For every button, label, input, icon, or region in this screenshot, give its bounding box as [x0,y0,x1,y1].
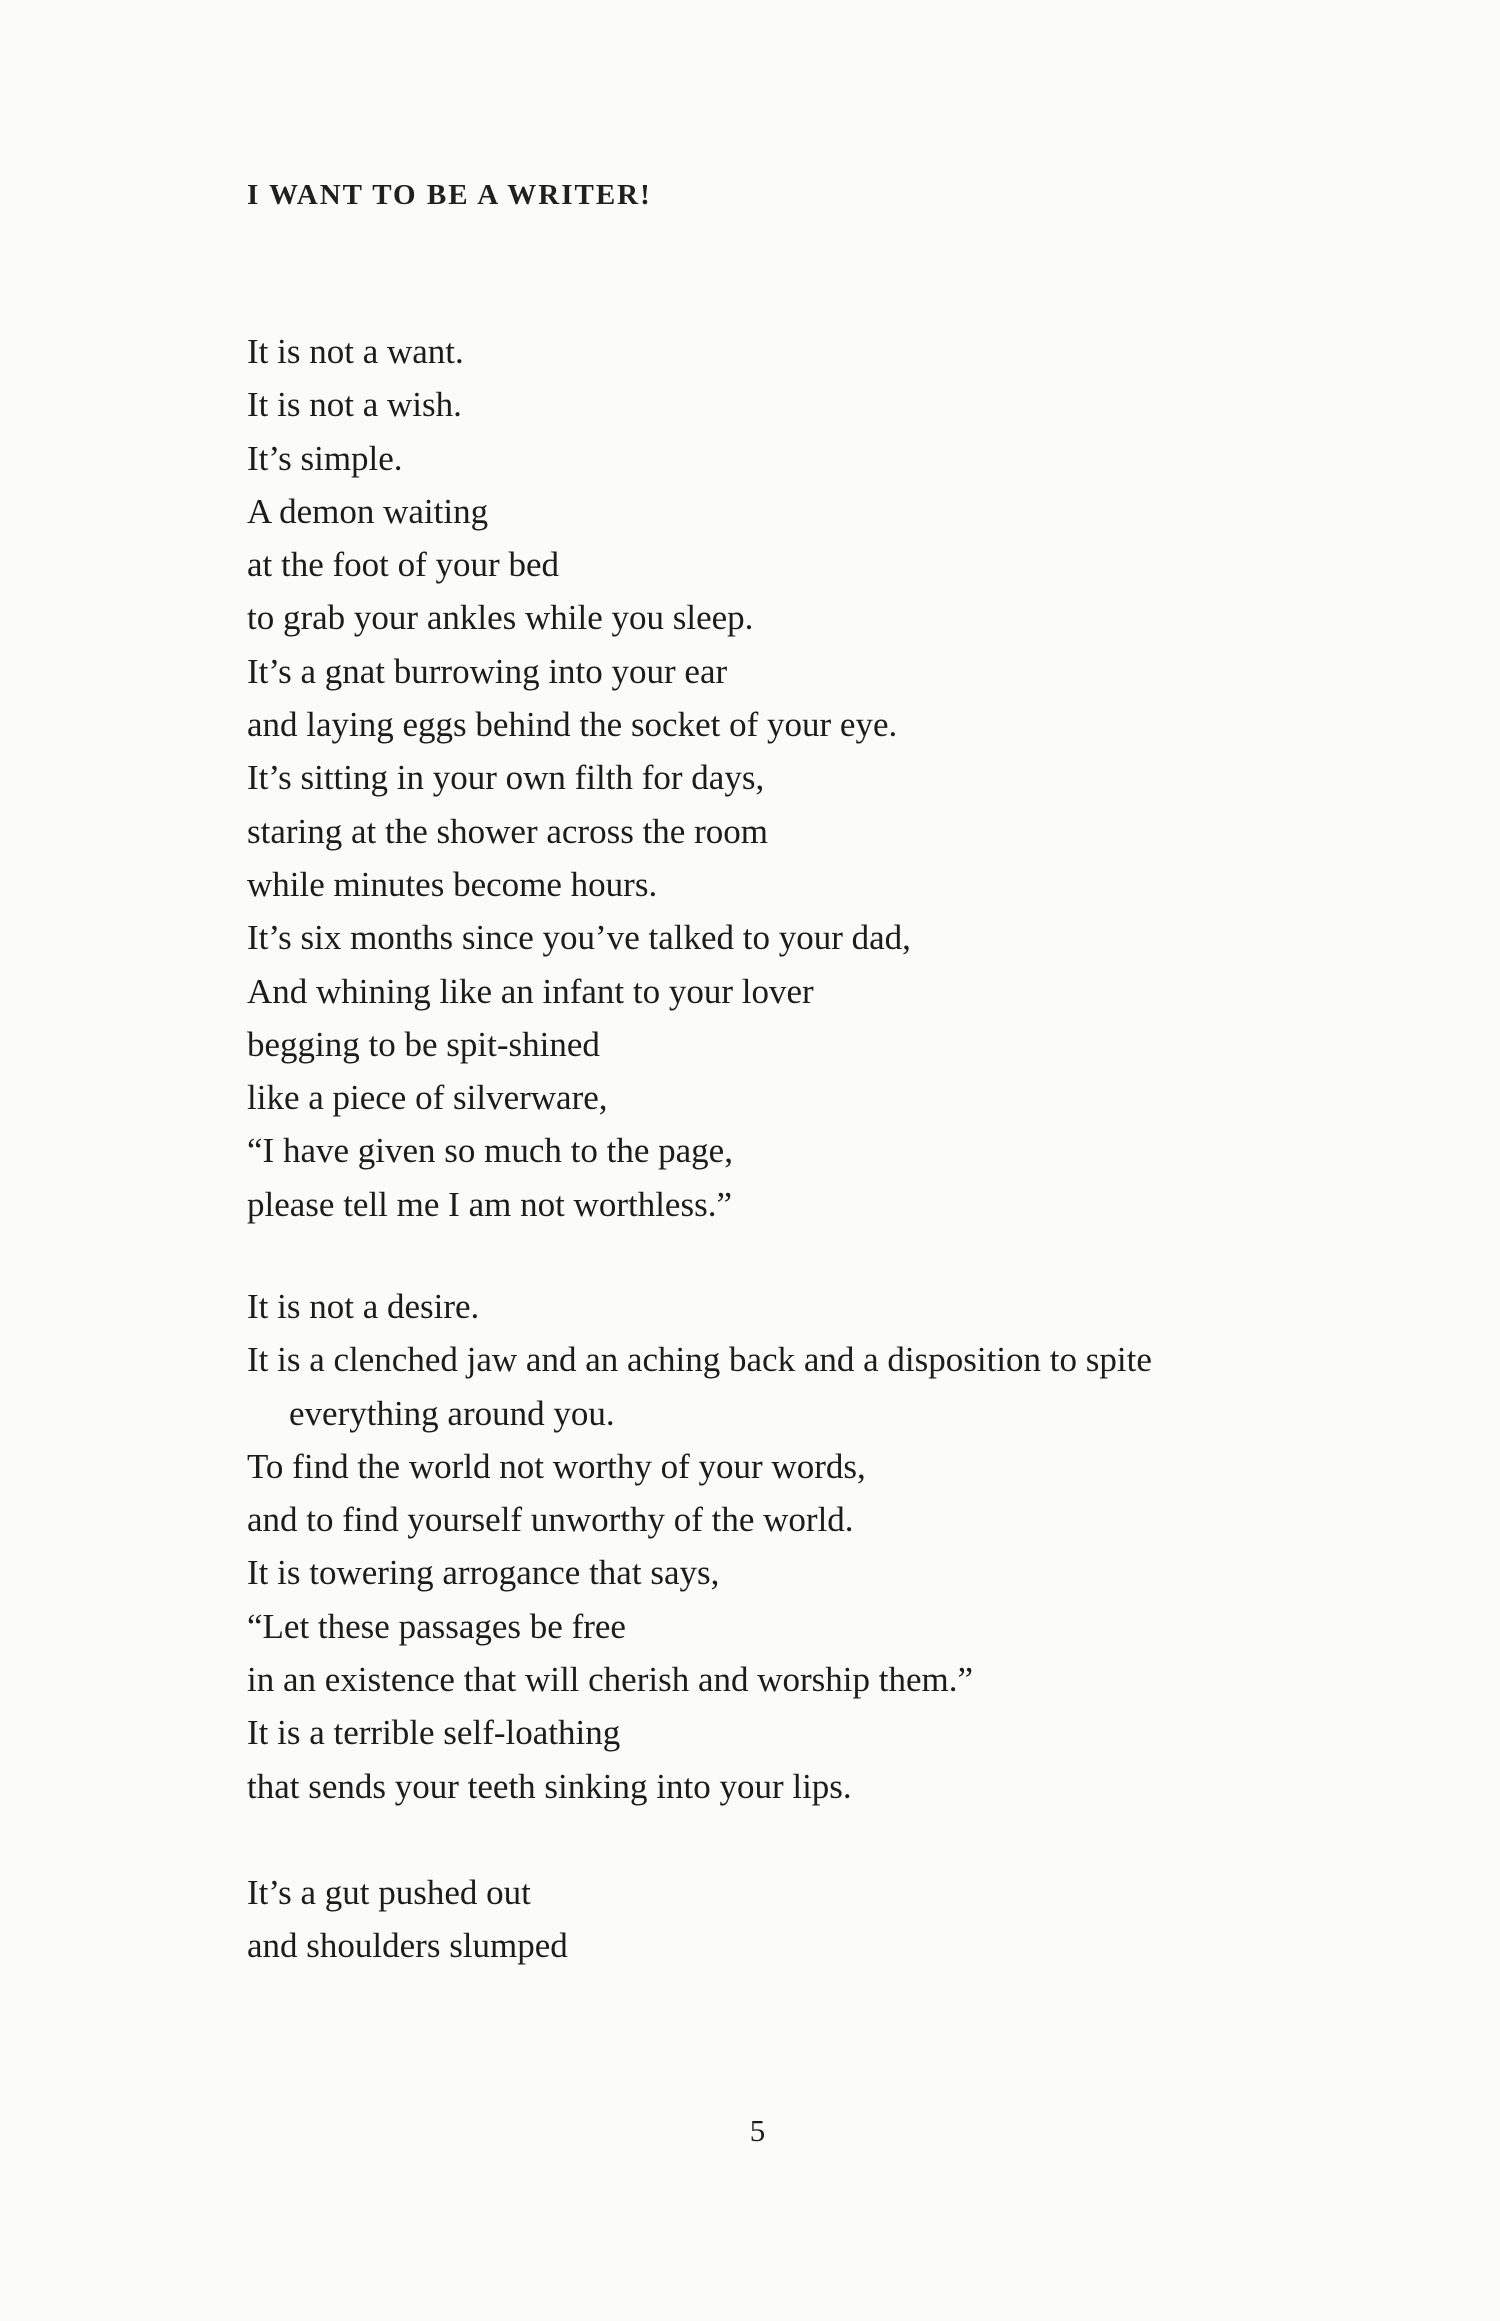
poem-line: in an existence that will cherish and worship them.” [247,1660,974,1700]
poem-line: at the foot of your bed [247,545,559,585]
poem-line: A demon waiting [247,491,489,531]
poem-line: It is towering arrogance that says, [247,1553,720,1593]
poem-line: It’s simple. [247,438,403,478]
poem-line: staring at the shower across the room [247,811,768,851]
poem-line: It is a terrible self-loathing [247,1713,621,1753]
poem-line: And whining like an infant to your lover [247,971,814,1011]
poem-title: I WANT TO BE A WRITER! [247,179,652,211]
stanza-1 [247,325,911,1231]
poem-line: and laying eggs behind the socket of your eye. [247,705,898,745]
poem-line: It’s sitting in your own filth for days, [247,758,765,798]
poem-line: to grab your ankles while you sleep. [247,598,754,638]
poem-line: It’s a gut pushed out [247,1873,531,1912]
poem-line: It’s six months since you’ve talked to your dad, [247,918,911,958]
poem-line: It is not a want. [247,332,464,371]
poem-line: that sends your teeth sinking into your lips. [247,1766,852,1806]
poem-line: It is not a wish. [247,385,462,425]
poem-line: It’s a gnat burrowing into your ear [247,651,728,691]
poem-line: like a piece of silverware, [247,1078,608,1118]
page-number: 5 [749,2113,766,2148]
poem-line: please tell me I am not worthless.” [247,1184,732,1224]
poem-line: begging to be spit-shined [247,1024,600,1064]
poem-line: while minutes become hours. [247,864,658,904]
poem-line: “Let these passages be free [247,1606,626,1646]
poem-line: and shoulders slumped [247,1926,568,1966]
poem-line: “I have given so much to the page, [247,1131,733,1171]
poem-line: It is a clenched jaw and an aching back and a disposition to spite [247,1340,1152,1380]
poem-line: To find the world not worthy of your words, [247,1446,866,1486]
poem-line: and to find yourself unworthy of the world. [247,1500,854,1540]
poem-line: It is not a desire. [247,1287,480,1326]
stanza-2 [247,1280,1152,1813]
poem-line-continuation: everything around you. [289,1393,615,1433]
stanza-3 [247,1866,568,1973]
